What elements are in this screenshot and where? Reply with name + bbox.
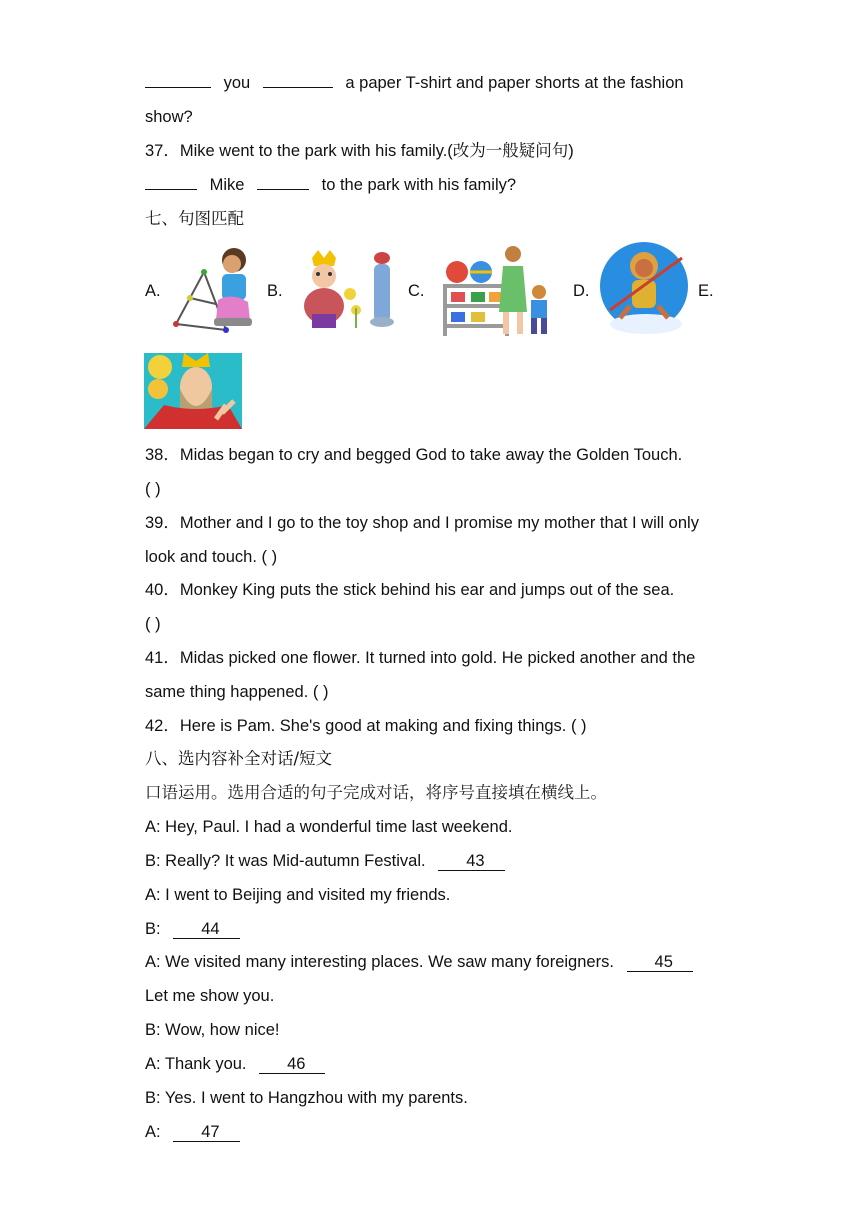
q37-prompt: 37．Mike went to the park with his family.(改为一般疑问句) [145,142,574,160]
option-c-label: C. [408,282,425,300]
god-picture [144,353,242,429]
q40-answer[interactable]: ( ) [145,615,161,633]
dialogue-text: B: Really? It was Mid-autumn Festival. [145,852,426,870]
section-8-title: 八、选内容补全对话/短文 [145,749,333,768]
q41-text: 41．Midas picked one flower. It turned into gold. He picked another and the [145,649,696,667]
q42-text[interactable]: 42．Here is Pam. She's good at making and fixing things. ( ) [145,717,587,735]
dialogue-line-1: A: Hey, Paul. I had a wonderful time last weekend. [145,818,513,836]
q36-line [145,72,684,94]
dialogue-line-5 [145,951,693,973]
answer-blank-44[interactable]: 44 [173,920,239,939]
q39-cont[interactable]: look and touch. ( ) [145,548,278,566]
answer-blank-46[interactable]: 46 [259,1055,325,1074]
dialogue-line-7: B: Wow, how nice! [145,1021,280,1039]
dialogue-speaker: B: [145,920,161,938]
dialogue-line-10 [145,1121,240,1143]
q41-cont[interactable]: same thing happened. ( ) [145,683,329,701]
section-7-title: 七、句图匹配 [145,209,244,228]
option-d-label: D. [573,282,590,300]
q40-text: 40．Monkey King puts the stick behind his ear and jumps out of the sea. [145,581,675,599]
option-a-label: A. [145,282,161,300]
answer-blank-45[interactable]: 45 [627,953,693,972]
q37-rest: to the park with his family? [321,176,517,194]
dialogue-line-6: Let me show you. [145,987,275,1005]
q38-answer[interactable]: ( ) [145,480,161,498]
q36-you: you [223,74,251,92]
answer-blank-47[interactable]: 47 [173,1123,239,1142]
answer-blank[interactable] [145,175,197,190]
answer-blank-43[interactable]: 43 [438,852,504,871]
dialogue-line-2 [145,850,505,872]
answer-blank[interactable] [145,73,211,88]
toy-shop-picture [441,242,561,338]
dialogue-line-9: B: Yes. I went to Hangzhou with my parents. [145,1089,468,1107]
option-b-label: B. [267,282,283,300]
answer-blank[interactable] [257,175,309,190]
answer-blank[interactable] [263,73,333,88]
q37-mike: Mike [209,176,245,194]
monkey-king-picture [598,240,694,336]
king-midas-gold-picture [290,250,398,330]
q36-rest: a paper T-shirt and paper shorts at the fashion [345,74,684,92]
option-e-label: E. [698,282,714,300]
q38-text: 38．Midas began to cry and begged God to take away the Golden Touch. [145,446,683,464]
q39-text: 39．Mother and I go to the toy shop and I promise my mother that I will only [145,514,699,532]
dialogue-line-3: A: I went to Beijing and visited my friends. [145,886,451,904]
dialogue-speaker: A: [145,1123,161,1141]
dialogue-line-4 [145,918,240,940]
q37-answer-line [145,174,516,196]
girl-building-picture [168,242,256,336]
dialogue-line-8 [145,1053,325,1075]
dialogue-text: A: We visited many interesting places. We saw many foreigners. [145,953,614,971]
section-8-instruction: 口语运用。选用合适的句子完成对话，将序号直接填在横线上。 [145,783,607,802]
dialogue-text: A: Thank you. [145,1055,247,1073]
q36-cont: show? [145,108,193,126]
